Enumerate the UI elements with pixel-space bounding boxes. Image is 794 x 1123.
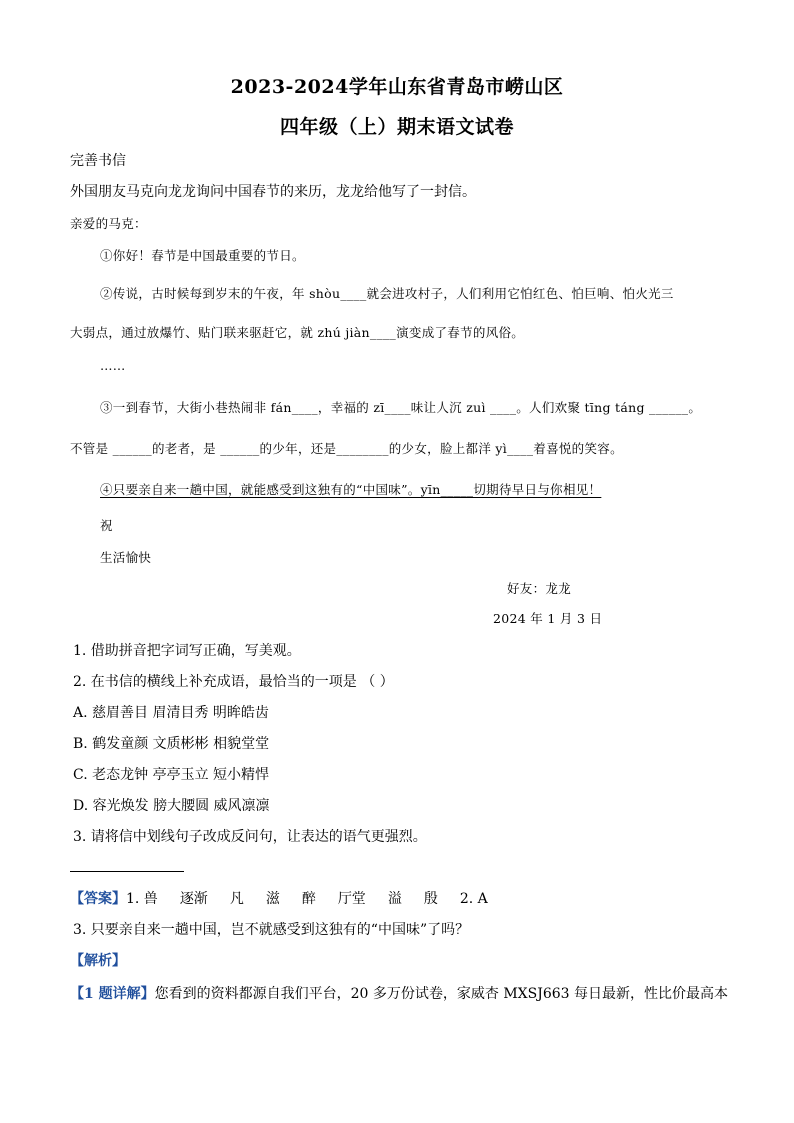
answer-item: 殷 bbox=[423, 891, 438, 907]
letter-paragraph-4-underlined: ④只要亲自来一趟中国，就能感受到这独有的“中国味”。yīn_____切期待早日与你相见！ bbox=[100, 482, 602, 497]
answer-item: 滋 bbox=[265, 891, 280, 907]
letter-paragraph-2-line1: ②传说，古时候每到岁末的午夜，年 shòu____就会进攻村子，人们利用它怕红色、怕巨响、怕火光三 bbox=[100, 286, 674, 301]
letter-paragraph-3-line2: 不管是 ______的老者，是 ______的少年，还是________的少女，脸上都洋 yì____着喜悦的笑容。 bbox=[70, 441, 623, 456]
analysis-label: 【解析】 bbox=[70, 953, 126, 969]
answer-item: 1. 兽 bbox=[126, 891, 158, 907]
exam-title-line1: 2023-2024学年山东省青岛市崂山区 bbox=[230, 76, 564, 98]
answer-item: 凡 bbox=[229, 891, 244, 907]
letter-closing-phrase: 生活愉快 bbox=[100, 550, 152, 565]
answer-item: 厅堂 bbox=[337, 891, 366, 907]
letter-date: 2024 年 1 月 3 日 bbox=[493, 611, 603, 626]
answer-item: 醉 bbox=[301, 891, 316, 907]
option-d: D. 容光焕发 膀大腰圆 威风凛凛 bbox=[73, 798, 270, 814]
option-b: B. 鹤发童颜 文质彬彬 相貌堂堂 bbox=[73, 736, 270, 752]
answer-item: 溢 bbox=[387, 891, 402, 907]
letter-paragraph-1: ①你好！春节是中国最重要的节日。 bbox=[100, 248, 305, 263]
exam-title-line2: 四年级（上）期末语文试卷 bbox=[279, 116, 514, 138]
answer-label: 【答案】 bbox=[70, 891, 126, 907]
question-3: 3. 请将信中划线句子改成反问句，让表达的语气更强烈。 bbox=[73, 829, 427, 845]
question-2: 2. 在书信的横线上补充成语，最恰当的一项是 （ ） bbox=[73, 674, 394, 690]
letter-ellipsis: …… bbox=[100, 358, 126, 373]
answer-separator bbox=[70, 871, 184, 872]
letter-paragraph-2-line2: 大弱点，通过放爆竹、贴门联来驱赶它，就 zhú jiàn____演变成了春节的风俗。 bbox=[70, 325, 525, 340]
answer-q3: 3. 只要亲自来一趟中国，岂不就感受到这独有的“中国味”了吗？ bbox=[73, 922, 470, 938]
letter-paragraph-3-line1: ③一到春节，大街小巷热闹非 fán____，幸福的 zī____味让人沉 zuì ____。人们欢聚 tīng táng ______。 bbox=[100, 400, 702, 415]
option-a: A. 慈眉善目 眉清目秀 明眸皓齿 bbox=[73, 705, 269, 721]
detail-text: 您看到的资料都源自我们平台，20 多万份试卷，家威杏 MXSJ663 每日最新，性比价最高本 bbox=[154, 986, 729, 1002]
letter-closing-wish: 祝 bbox=[100, 518, 113, 533]
letter-signature: 好友：龙龙 bbox=[507, 581, 572, 596]
section-heading: 完善书信 bbox=[70, 153, 126, 169]
answer-item: 逐渐 bbox=[179, 891, 208, 907]
detail-label: 【1 题详解】 bbox=[70, 986, 155, 1002]
detail-line bbox=[70, 983, 728, 1003]
answer-item: 2. A bbox=[459, 891, 488, 907]
option-c: C. 老态龙钟 亭亭玉立 短小精悍 bbox=[73, 767, 270, 783]
question-1: 1. 借助拼音把字词写正确，写美观。 bbox=[73, 643, 301, 659]
answer-line bbox=[70, 888, 510, 908]
letter-greeting: 亲爱的马克： bbox=[70, 216, 147, 231]
intro-text: 外国朋友马克向龙龙询问中国春节的来历，龙龙给他写了一封信。 bbox=[70, 184, 476, 200]
